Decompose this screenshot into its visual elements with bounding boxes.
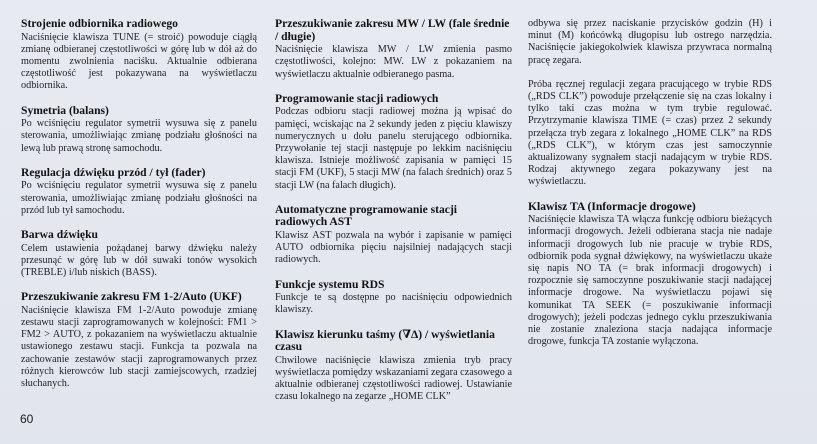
- section-text: odbywa się przez naciskanie przycisków godzin (H) i minut (M) końcówką długopisu lub ostrego narzędzia. Naciśnięcie jakiegokolwiek klawisza przywraca normalną pracę zegara.: [528, 18, 772, 66]
- section-fm-search: [21, 291, 257, 390]
- section-tuning: [21, 18, 257, 93]
- section-text: Celem ustawienia pożądanej barwy dźwięku należy przesunąć w górę lub w dół suwaki tonów wysokich (TREBLE) i/lub niskich (BASS).: [21, 242, 257, 279]
- page-number: 60: [20, 412, 34, 426]
- section-tone: [21, 229, 257, 279]
- section-text: Naciśnięcie klawisza TUNE (= stroić) powoduje ciągłą zmianę odbieranej częstotliwości w górę lub w dół aż do momentu zwolnienia naciśku. Aktualnie odbierana częstotliwość jest pokazywana na wyświetlaczu odbiornika.: [21, 31, 257, 92]
- section-heading: Klawisz kierunku taśmy (∇Δ) / wyświetlania czasu: [275, 327, 495, 354]
- column-left: [21, 18, 257, 402]
- column-middle: [275, 18, 512, 416]
- section-clock-continued: [528, 18, 772, 189]
- column-right: [528, 18, 772, 360]
- section-heading: Funkcje systemu RDS: [275, 277, 385, 291]
- section-text: Po wciśnięciu regulator symetrii wysuwa się z panelu sterowania, umożliwiając zmianę podziału głośności na lewą lub prawą stronę samochodu.: [21, 118, 257, 154]
- section-text: Chwilowe naciśnięcie klawisza zmienia tryb pracy wyświetlacza pomiędzy wskazaniami zegara czasowego a aktualnie odbieranej częstotliwości radiowej. Ustawianie czasu lokalnego na zegarze „HOME CLK”: [275, 354, 512, 403]
- section-text: Próba ręcznej regulacji zegara pracującego w trybie RDS („RDS CLK”) powoduje przełączenie się na czas lokalny i tylko taki czas można w tym trybie regulować. Przytrzymanie klawisza TIME (= czas) przez 2 sekundy przełącza tryb zegara z lokalnego „HOME CLK” na RDS („RDS CLK”), w którym czas jest samoczynnie aktualizowany sygnałem stacji nadającym w trybie RDS. Rodzaj aktywnego zegara pokazywany jest na wyświetlaczu.: [528, 78, 772, 188]
- section-heading: Barwa dźwięku: [21, 228, 98, 242]
- section-heading: Symetria (balans): [21, 103, 109, 117]
- section-mw-lw: [275, 18, 512, 81]
- section-text: Klawisz AST pozwala na wybór i zapisanie w pamięci AUTO odbiornika pięciu najsilniej nadających stacji radiowych.: [275, 230, 512, 266]
- section-ta: [528, 201, 772, 349]
- section-rds: [275, 279, 512, 317]
- section-heading: Klawisz TA (Informacje drogowe): [528, 199, 696, 213]
- section-text: Po wciśnięciu regulator symetrii wysuwa się z panelu sterowania, umożliwiając zmianę podziału głośności na przód lub tył samochodu.: [21, 180, 257, 216]
- section-text: Naciśnięcie klawisza FM 1-2/Auto powoduje zmianę zestawu stacji zaprogramowanych w kolejności: FM1 > FM2 > AUTO, z pokazaniem na wyświetlaczu aktualnie ustawionego zestawu stacji. Funkcja ta pozwala na zachowanie zestawów stacji zaprogramowanych przez różnych kierowców lub stacji zamiejscowych, rzadziej słuchanych.: [21, 304, 257, 390]
- section-text: Naciśnięcie klawisza MW / LW zmienia pasmo częstotliwości, kolejno: MW. LW z pokazaniem na wyświetlaczu aktualnie odbieranego pasma.: [275, 44, 512, 80]
- section-heading: Automatyczne programowanie stacji radiowych AST: [275, 202, 458, 229]
- section-balance: [21, 105, 257, 155]
- section-fader: [21, 167, 257, 217]
- section-heading: Programowanie stacji radiowych: [275, 91, 439, 105]
- section-heading: Przeszukiwanie zakresu MW / LW (fale średnie / długie): [275, 17, 510, 43]
- section-station-programming: [275, 93, 512, 192]
- section-text: Podczas odbioru stacji radiowej można ją wpisać do pamięci, wciskając na 2 sekundy jeden z pięciu klawiszy numerycznych u dołu panelu sterującego odbiornika. Przywołanie tej stacji następuje po lekkim naciśnięciu klawisza. Istnieje możliwość zapisania w pamięci 15 stacji FM (UKF), 5 stacji MW (na falach średnich) oraz 5 stacji LW (na falach długich).: [275, 106, 512, 191]
- section-text: Funkcje te są dostępne po naciśnięciu odpowiednich klawiszy.: [275, 292, 512, 316]
- section-heading: Przeszukiwanie zakresu FM 1-2/Auto (UKF): [21, 290, 242, 304]
- section-heading: Strojenie odbiornika radiowego: [21, 17, 178, 30]
- section-text: Naciśnięcie klawisza TA włącza funkcję odbioru bieżących informacji drogowych. Jeżeli odbierana stacja nie nadaje informacji drogowych lub nie pracuje w trybie RDS, odbiornik poda sygnał dźwiękowy, na wyświetlaczu ukaże się napis NO TA (= brak informacji drogowych) i rozpocznie się samoczynne poszukiwanie stacji nadającej informacje drogowe. Na wyświetlaczu pojawi się komunikat TA SEEK (= poszukiwanie informacji drogowych); jeżeli podczas jednego cyklu przeszukiwania nie zostanie znaleziona stacja nadająca informacje drogowe, funkcja TA zostanie wyłączona.: [528, 214, 772, 348]
- section-tape-direction: [275, 329, 512, 404]
- section-ast: [275, 204, 512, 267]
- section-heading: Regulacja dźwięku przód / tył (fader): [21, 165, 206, 179]
